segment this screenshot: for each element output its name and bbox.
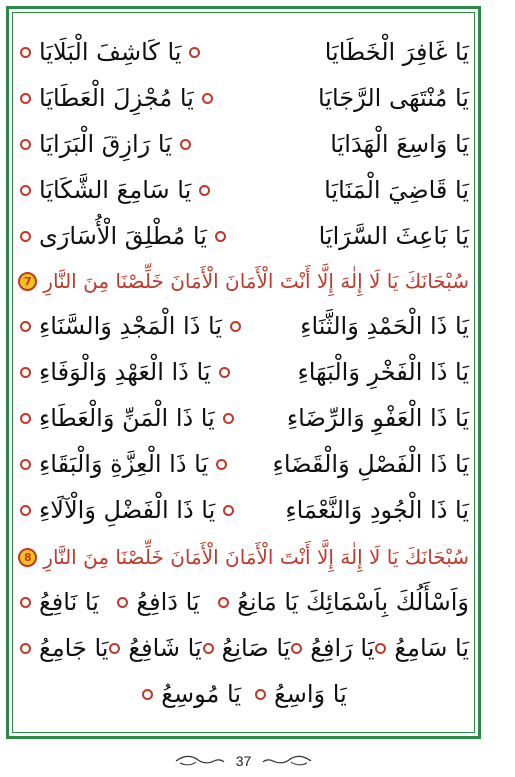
name-item <box>117 588 199 616</box>
separator-circle-icon <box>20 47 31 58</box>
verse-pair-right <box>273 450 469 478</box>
name-item <box>375 634 469 662</box>
verse-pair-left <box>20 38 200 66</box>
verse-row <box>20 442 469 486</box>
separator-circle-icon <box>117 597 128 608</box>
refrain-number-badge: 8 <box>18 548 37 567</box>
name-text: وَاَسْأَلُكَ بِاَسْمَائِكَ يَا مَانِعُ <box>237 588 469 616</box>
separator-circle-icon <box>223 413 234 424</box>
verse-text: يَا مُنْتَهَى الرَّجَايَا <box>317 84 469 112</box>
verse-text: يَا ذَا الْحَمْدِ وَالثَّنَاءِ <box>300 312 469 340</box>
verse-pair-right <box>318 84 469 112</box>
separator-circle-icon <box>218 597 229 608</box>
name-text: يَا نَافِعُ <box>39 588 99 616</box>
name-text: يَا سَامِعُ <box>394 634 469 662</box>
verse-text: يَا غَافِرَ الْخَطَايَا <box>324 38 469 66</box>
separator-circle-icon <box>20 505 31 516</box>
separator-circle-icon <box>20 597 31 608</box>
name-item <box>291 634 374 662</box>
right-ornament-icon <box>261 754 313 768</box>
separator-circle-icon <box>255 689 266 700</box>
verse-text: يَا وَاسِعَ الْهَدَايَا <box>330 130 469 158</box>
verse-text: يَا ذَا الْمَجْدِ وَالسَّنَاءِ <box>39 312 222 340</box>
verse-row <box>20 396 469 440</box>
verse-pair-left <box>20 404 234 432</box>
names-row <box>20 580 469 624</box>
verse-pair-right <box>287 404 469 432</box>
separator-circle-icon <box>20 321 31 332</box>
verse-text: يَا ذَا الْعِزَّةِ وَالْبَقَاءِ <box>39 450 209 478</box>
verse-text: يَا ذَا الْعَهْدِ وَالْوَفَاءِ <box>39 358 211 386</box>
page-footer <box>0 749 487 773</box>
verse-row <box>20 76 469 120</box>
verse-text: يَا سَامِعَ الشَّكَايَا <box>39 176 192 204</box>
verse-pair-right <box>330 130 469 158</box>
verse-row <box>20 350 469 394</box>
names-row <box>20 672 469 716</box>
verse-pair-left <box>20 312 241 340</box>
separator-circle-icon <box>223 505 234 516</box>
separator-circle-icon <box>291 643 302 654</box>
separator-circle-icon <box>189 47 200 58</box>
separator-circle-icon <box>199 185 210 196</box>
verse-pair-left <box>20 358 230 386</box>
refrain-number-badge: 7 <box>18 272 37 291</box>
verse-text: يَا مُطْلِقَ الْأُسَارَى <box>39 222 207 250</box>
name-item <box>20 634 108 662</box>
name-item <box>255 680 347 708</box>
name-item <box>20 588 99 616</box>
verse-pair-left <box>20 130 191 158</box>
separator-circle-icon <box>375 643 386 654</box>
page-content <box>20 18 469 730</box>
separator-circle-icon <box>20 93 31 104</box>
verse-text: يَا ذَا الْفَخْرِ وَالْبَهَاءِ <box>297 358 469 386</box>
name-item <box>203 634 291 662</box>
separator-circle-icon <box>20 367 31 378</box>
separator-circle-icon <box>20 643 31 654</box>
separator-circle-icon <box>180 139 191 150</box>
refrain-line <box>20 264 469 298</box>
separator-circle-icon <box>20 231 31 242</box>
separator-circle-icon <box>230 321 241 332</box>
name-text: يَا رَافِعُ <box>310 634 375 662</box>
verse-text: يَا ذَا الْمَنِّ وَالْعَطَاءِ <box>39 404 215 432</box>
verse-text: يَا كَاشِفَ الْبَلَايَا <box>39 38 182 66</box>
separator-circle-icon <box>219 367 230 378</box>
verse-pair-right <box>319 222 469 250</box>
name-text: يَا دَافِعُ <box>136 588 200 616</box>
refrain-text: سُبْحَانَكَ يَا لَا إِلٰهَ إِلَّا أَنْتَ الْأَمَانَ الْأَمَانَ خَلِّصْنَا مِنَ النَّارِ <box>43 545 469 569</box>
verse-row <box>20 304 469 348</box>
verse-row <box>20 214 469 258</box>
verse-pair-right <box>324 176 469 204</box>
name-text: يَا شَافِعُ <box>128 634 202 662</box>
separator-circle-icon <box>216 459 227 470</box>
verse-pair-left <box>20 176 210 204</box>
separator-circle-icon <box>20 413 31 424</box>
verse-pair-right <box>297 358 469 386</box>
verse-pair-left <box>20 222 226 250</box>
verse-row <box>20 30 469 74</box>
verse-text: يَا رَازِقَ الْبَرَايَا <box>39 130 172 158</box>
name-text: يَا صَانِعُ <box>221 634 291 662</box>
name-text: يَا جَامِعُ <box>39 634 109 662</box>
verse-pair-left <box>20 84 213 112</box>
name-item <box>142 680 241 708</box>
separator-circle-icon <box>20 459 31 470</box>
name-item <box>109 634 201 662</box>
refrain-text: سُبْحَانَكَ يَا لَا إِلٰهَ إِلَّا أَنْتَ الْأَمَانَ الْأَمَانَ خَلِّصْنَا مِنَ النَّارِ <box>43 269 469 293</box>
verse-pair-left <box>20 450 227 478</box>
verse-pair-right <box>325 38 469 66</box>
separator-circle-icon <box>203 643 214 654</box>
verse-text: يَا ذَا الْفَصْلِ وَالْقَضَاءِ <box>272 450 469 478</box>
verse-row <box>20 122 469 166</box>
names-row <box>20 626 469 670</box>
verse-text: يَا ذَا الْعَفْوِ وَالرِّضَاءِ <box>286 404 469 432</box>
verse-text: يَا ذَا الْجُودِ وَالنَّعْمَاءِ <box>285 496 469 524</box>
verse-text: يَا ذَا الْفَضْلِ وَالْآلَاءِ <box>39 496 216 524</box>
verse-pair-right <box>300 312 469 340</box>
verse-text: يَا قَاضِيَ الْمَنَايَا <box>324 176 469 204</box>
refrain-line <box>20 540 469 574</box>
verse-text: يَا بَاعِثَ السَّرَايَا <box>318 222 469 250</box>
page-number: 37 <box>235 753 252 769</box>
left-ornament-icon <box>174 754 226 768</box>
separator-circle-icon <box>109 643 120 654</box>
verse-row <box>20 168 469 212</box>
separator-circle-icon <box>202 93 213 104</box>
name-item <box>218 588 469 616</box>
separator-circle-icon <box>20 185 31 196</box>
verse-pair-left <box>20 496 234 524</box>
name-text: يَا وَاسِعُ <box>274 680 347 708</box>
name-text: يَا مُوسِعُ <box>161 680 241 708</box>
separator-circle-icon <box>215 231 226 242</box>
separator-circle-icon <box>142 689 153 700</box>
verse-pair-right <box>285 496 469 524</box>
verse-row <box>20 488 469 532</box>
verse-text: يَا مُجْزِلَ الْعَطَايَا <box>39 84 194 112</box>
separator-circle-icon <box>20 139 31 150</box>
